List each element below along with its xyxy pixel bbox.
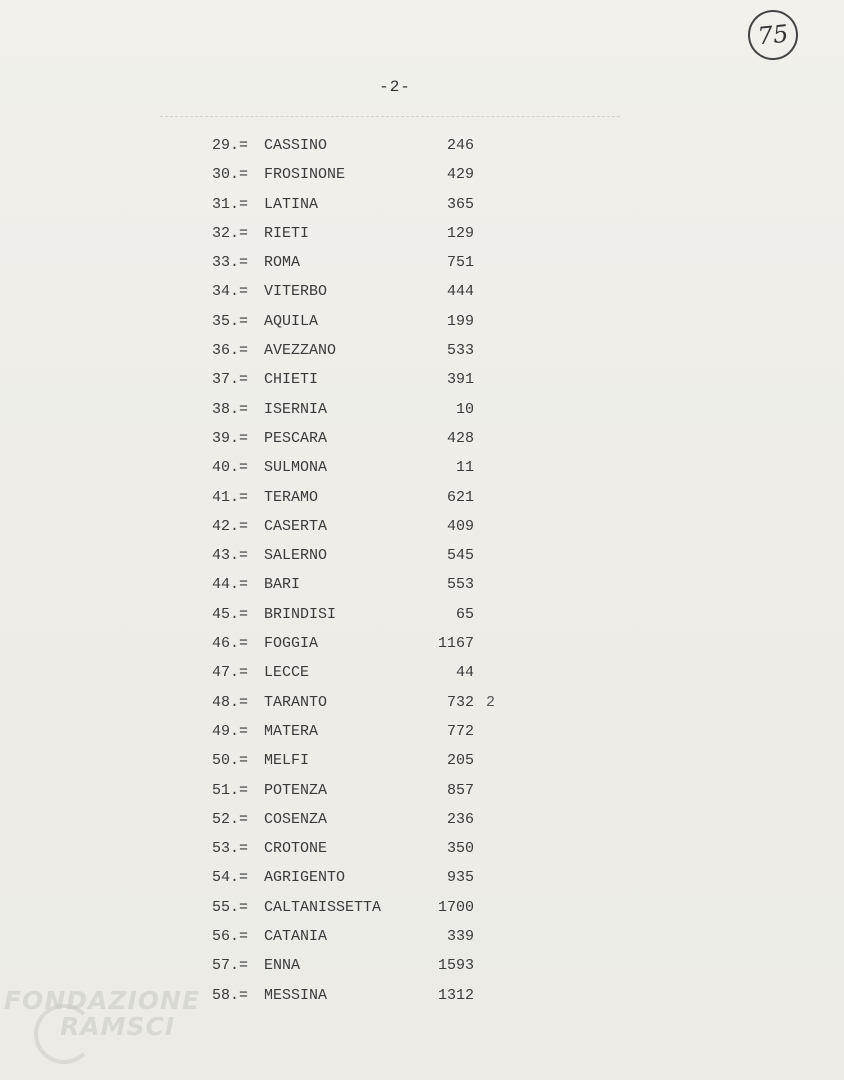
list-row [0,131,844,160]
row-number: 32.= [212,224,249,242]
page-number: -2- [379,78,411,96]
row-value: 545 [446,547,474,565]
list-row [0,805,844,834]
row-name: PESCARA [264,429,328,447]
row-number: 33.= [212,254,249,272]
row-value: 246 [446,137,474,154]
row-name: CASSINO [264,137,328,154]
row-number: 54.= [212,869,249,887]
header-rule [160,116,620,117]
row-value: 11 [455,459,474,477]
list-row [0,219,844,248]
watermark-line-1: FONDAZIONE [4,986,201,1015]
row-number: 36.= [212,342,249,360]
row-name: POTENZA [264,781,328,799]
row-value: 553 [446,576,474,594]
list-row [0,951,844,980]
row-name: FOGGIA [264,635,319,653]
list-row [0,746,844,775]
row-value: 350 [446,840,474,858]
row-value: 409 [446,517,474,535]
row-name: VITERBO [264,283,328,301]
list-row [0,629,844,658]
row-value: 533 [446,342,474,360]
row-name: ENNA [264,957,301,975]
row-number: 49.= [212,722,249,740]
row-value: 365 [446,195,474,213]
archive-stamp: 75 [746,8,801,63]
row-name: SALERNO [264,547,328,565]
row-value: 205 [446,752,474,770]
row-name: CATANIA [264,928,328,946]
row-number: 41.= [212,488,249,506]
row-number: 52.= [212,810,249,828]
row-name: COSENZA [264,810,328,828]
row-number: 31.= [212,195,249,213]
list-row [0,453,844,482]
row-number: 34.= [212,283,249,301]
row-value: 732 [446,693,474,711]
row-number: 43.= [212,547,249,565]
list-row [0,190,844,219]
row-value: 621 [446,488,474,506]
row-name: LECCE [264,664,310,682]
row-number: 38.= [212,400,249,418]
list-row [0,688,844,717]
row-name: CASERTA [264,517,328,535]
row-number: 50.= [212,752,249,770]
row-name: CHIETI [264,371,319,389]
list-row [0,483,844,512]
margin-mark: 2 [486,694,496,711]
row-value: 199 [446,312,474,330]
row-number: 40.= [212,459,249,477]
list-row [0,395,844,424]
row-value: 751 [446,254,474,272]
row-number: 29.= [212,137,249,154]
row-name: FROSINONE [264,166,346,184]
row-number: 57.= [212,957,249,975]
row-value: 1167 [437,635,474,653]
list-row [0,922,844,951]
row-value: 44 [455,664,474,682]
row-name: AGRIGENTO [264,869,346,887]
row-value: 1312 [437,986,474,1004]
list-row [0,307,844,336]
row-number: 35.= [212,312,249,330]
list-row [0,658,844,687]
row-name: RIETI [264,224,310,242]
row-number: 46.= [212,635,249,653]
list-row [0,512,844,541]
row-name: CROTONE [264,840,328,858]
row-value: 1593 [437,957,474,975]
row-number: 51.= [212,781,249,799]
row-number: 45.= [212,605,249,623]
row-name: MATERA [264,722,319,740]
row-value: 1700 [437,898,474,916]
row-number: 58.= [212,986,249,1004]
list-row [0,248,844,277]
row-name: ROMA [264,254,301,272]
row-value: 391 [446,371,474,389]
row-name: TERAMO [264,488,319,506]
typed-list [0,131,844,1010]
foundation-watermark [4,986,214,1066]
list-row [0,424,844,453]
list-row [0,336,844,365]
row-value: 236 [446,810,474,828]
row-name: BARI [264,576,301,594]
row-value: 428 [446,429,474,447]
row-number: 47.= [212,664,249,682]
watermark-line-2: RAMSCI [60,1012,176,1041]
row-name: SULMONA [264,459,328,477]
row-number: 55.= [212,898,249,916]
list-row [0,277,844,306]
list-row [0,776,844,805]
row-name: MELFI [264,752,310,770]
row-value: 339 [446,928,474,946]
row-value: 935 [446,869,474,887]
row-value: 772 [446,722,474,740]
list-row [0,365,844,394]
row-name: TARANTO [264,693,328,711]
list-row [0,570,844,599]
row-value: 65 [455,605,474,623]
list-row [0,717,844,746]
row-number: 48.= [212,693,249,711]
list-row [0,893,844,922]
list-row [0,600,844,629]
row-name: BRINDISI [264,605,337,623]
row-name: MESSINA [264,986,328,1004]
row-number: 42.= [212,517,249,535]
row-number: 56.= [212,928,249,946]
list-row [0,541,844,570]
row-value: 10 [455,400,474,418]
row-value: 444 [446,283,474,301]
row-name: LATINA [264,195,319,213]
list-row [0,160,844,189]
list-row [0,863,844,892]
row-name: AVEZZANO [264,342,337,360]
row-name: AQUILA [264,312,319,330]
row-value: 857 [446,781,474,799]
row-name: CALTANISSETTA [264,898,382,916]
row-name: ISERNIA [264,400,328,418]
row-value: 429 [446,166,474,184]
row-number: 53.= [212,840,249,858]
row-number: 30.= [212,166,249,184]
row-number: 44.= [212,576,249,594]
list-row [0,834,844,863]
row-number: 37.= [212,371,249,389]
row-value: 129 [446,224,474,242]
row-number: 39.= [212,429,249,447]
